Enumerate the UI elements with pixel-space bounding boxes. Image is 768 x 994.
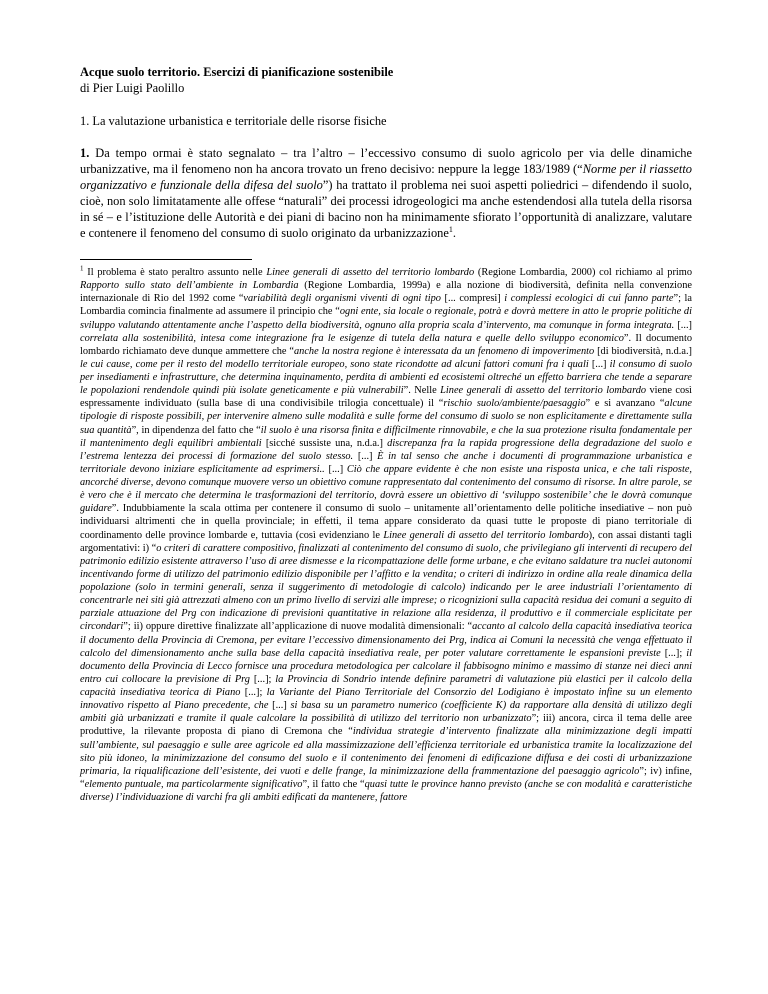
footnote-text: [... compresi]: [440, 293, 505, 305]
footnote-quote: individua strategie d’intervento finalizzate alla minimizzazione degli impatti sull’ambiente, sul paesaggio e sulle aree agricole ed alla massimizzazione dell’efficienza territoriale ed urbanistica tramite la localizzazione del sito più idoneo, la minimizzazione del consumo del suolo e il contenimento dei fenomeni di edificazione diffusa e dei costi di urbanizzazione primaria, la riqualificazione dell’esistente, dei vuoti e delle frange, la minimizzazione della frammentazione del paesaggio agricolo: [80, 726, 692, 777]
document-author: di Pier Luigi Paolillo: [80, 81, 185, 95]
footnote-mark: 1: [80, 264, 84, 273]
footnote-text: viene così espressamente individuato (sulla base di una condivisibile trilogia concettuale) il “: [80, 385, 693, 410]
footnote-text: ”; ii) oppure direttive finalizzate all’applicazione di nuove modalità dimensionali: “: [123, 621, 473, 633]
footnote-quote: anche la nostra regione è interessata da un fenomeno di impoverimento: [293, 345, 595, 357]
document-title: Acque suolo territorio. Esercizi di pianificazione sostenibile: [80, 65, 394, 79]
paragraph-law-title: Norme per il riassetto organizzativo e funzionale della difesa del suolo: [80, 162, 693, 192]
footnote-quote: il consumo di suolo per insediamenti e infrastrutture, che determina inquinamento, perdita di ambienti ed ecosistemi oltreché un effetto barriera che tende a separare le popolazioni rendendole quindi più isolate geneticamente e più vulnerabili: [80, 358, 692, 397]
footnote: [80, 266, 692, 804]
footnote-quote: le cui cause, come per il resto del modello territoriale europeo, sono state ricondotte ad alcuni fattori comuni fra i quali: [80, 358, 589, 370]
footnote-text: Il problema è stato peraltro assunto nelle: [83, 267, 267, 278]
footnote-text: [...]: [674, 319, 692, 331]
footnote-quote: rischio suolo/ambiente/paesaggio: [443, 398, 586, 410]
footnote-quote: la Variante del Piano Territoriale del Consorzio del Lodigiano è impostato infine su un elemento innovativo rispetto al Piano precedente, che: [80, 687, 693, 712]
footnote-text: [...]: [353, 450, 378, 462]
footnote-quote: correlata alla sostenibilità, intesa come integrazione fra le esigenze di tutela della natura e quelle dello sviluppo economico: [80, 332, 624, 344]
footnote-quote: ogni ente, sia locale o regionale, potrà e dovrà mettere in atto le proprie politiche di sviluppo valutando attentamente anche l’aspetto della biodiversità, ognuno alla propria scala d’intervento, ma comunque in forma integrata.: [80, 306, 692, 331]
section-heading: 1. La valutazione urbanistica e territoriale delle risorse fisiche: [80, 114, 387, 128]
footnote-quote: Linee generali di assetto del territorio lombardo: [266, 267, 475, 278]
footnote-quote: i complessi ecologici di cui fanno parte: [504, 293, 674, 305]
footnote-text: ”; iv) infine, “: [80, 765, 692, 790]
footnote-text: ”, il fatto che “: [302, 778, 365, 790]
footnote-quote: quasi tutte le province hanno previsto (anche se con modalità e caratteristiche diverse) l’individuazione di varchi fra gli ambiti edificati da mantenere, fattore: [80, 778, 693, 803]
paragraph-text: ”) ha trattato il problema nei suoi aspetti poliedrici – difendendo il suolo, cioè, non solo limitatamente alle offese “naturali” dei processi idrogeologici ma anche estendendosi alla tutela della risorsa in sé – e l’istituzione delle Autorità e dei piani di bacino non ha minimamente sfiorato l’opportunità di analizzare, valutare e contenere il fenomeno del consumo di suolo originato da urbanizzazione: [80, 178, 692, 240]
footnote-quote: variabilità degli organismi viventi di ogni tipo: [243, 293, 441, 305]
paragraph-number: 1.: [80, 146, 90, 160]
footnote-quote: Linee generali di assetto del territorio lombardo: [440, 385, 647, 397]
footnote-quote: accanto al calcolo della capacità insediativa teorica il documento della Provincia di Cremona, per evitare l’eccessivo dimensionamento dei Prg, indica ai Comuni la necessità che venga effettuato il calcolo del dimensionamento anche sulla base della capacità insediativa reale, per poter valutare correttamente le espansioni previste: [80, 621, 692, 659]
footnote-divider: [80, 259, 252, 260]
footnote-text: [...];: [249, 673, 276, 685]
footnote-quote: È in tal senso che anche i documenti di programmazione urbanistica e territoriale devono iniziare esplicitamente ad esprimersi..: [80, 450, 692, 475]
footnote-quote: Linee generali di assetto del territorio lombardo: [383, 529, 589, 541]
footnote-text: ”; iii) ancora, circa il tema delle aree produttive, la rilevante proposta di piano di Cremona che “: [80, 713, 692, 738]
footnote-quote: Rapporto sullo stato dell’ambiente in Lombardia: [80, 280, 299, 292]
footnote-text: ”. Il documento lombardo richiamato deve dunque ammettere che “: [80, 332, 692, 357]
footnote-text: [...]: [588, 358, 610, 370]
footnote-quote: la Provincia di Sondrio intende definire parametri di valutazione più elastici per il calcolo della capacità insediativa teorica di Piano: [80, 673, 692, 698]
footnote-quote: il suolo è una risorsa finita e difficilmente rinnovabile, e che la sua protezione risulta fondamentale per il mantenimento degli equilibri ambientali: [80, 424, 693, 449]
footnote-reference[interactable]: 1: [448, 224, 453, 234]
footnote-quote: elemento puntuale, ma particolarmente significativo: [84, 778, 303, 790]
footnote-quote: il documento della Provincia di Lecco fornisce una procedura metodologica per calcolare il fabbisogno minimo e massimo di stanze nei dieci anni entro cui collocare la previsione di Prg: [80, 647, 692, 685]
paragraph-text: Da tempo ormai è stato segnalato – tra l’altro – l’eccessivo consumo di suolo agricolo per via delle dinamiche urbanizzative, ma il fenomeno non ha ancora trovato un freno decisivo: neppure la legge 183/1989 (“: [80, 146, 692, 176]
footnote-text: ”. Indubbiamente la scala ottima per contenere il consumo di suolo – unitamente all’orientamento delle politiche insediative – non può individuarsi altrimenti che in quella provinciale; in effetti, il tema appare considerato da quasi tutte le proposte di piano territoriale di coordinamento delle province lombarde e, tuttavia (così evidenziano le: [80, 503, 692, 541]
footnote-text: [di biodiversità, n.d.a.]: [594, 345, 692, 357]
footnote-quote: o criteri di carattere compositivo, finalizzati al contenimento del consumo di suolo, che privilegiano gli interventi di recupero del patrimonio edilizio esistente attraverso l’uso di aree dismesse e la ricompattazione delle forme urbane, e che evitano saldature tra nuclei autonomi incentivando forme di utilizzo del patrimonio edilizio disponibile per l’affitto e la vendita; o criteri di indirizzo in ordine alla reale dinamica della popolazione (solo in termini generali, senza il suggerimento di metodologie di calcolo) indicando per le aree industriali l’orientamento di concentrarle nei siti già attrezzati almeno con un primo livello di servizi alle imprese; o ricognizioni sulla capacità residua dei comuni a seguito di parziale attuazione del Prg con indicazione di previsioni quantitative in relazione alla residenza, il produttivo e il commerciale esplicitate per circondari: [80, 542, 692, 633]
document-page: [80, 64, 692, 804]
footnote-text: [...]: [324, 463, 347, 475]
footnote-text: [sicché sussiste una, n.d.a.]: [261, 437, 388, 449]
footnote-text: (Regione Lombardia, 1999a) e alla nozione di biodiversità, definita nella convenzione internazionale di Rio del 1992 come “: [80, 280, 692, 305]
footnote-text: (Regione Lombardia, 2000) col richiamo al primo: [474, 267, 693, 278]
footnote-text: ), con assai distanti tagli argomentativi: i) “: [80, 529, 692, 554]
footnote-quote: discrepanza fra la rapida progressione della degradazione del suolo e l’estrema lentezza dei processi di formazione del suolo stesso.: [80, 437, 692, 462]
footnote-text: [...]: [268, 700, 291, 712]
paragraph-text: .: [452, 226, 456, 240]
footnote-text: ”, in dipendenza del fatto che “: [131, 424, 261, 436]
footnote-text: ”. Nelle: [403, 385, 441, 397]
footnote-text: [...];: [660, 647, 687, 659]
body-paragraph: [80, 145, 692, 241]
footnote-text: [...];: [240, 687, 267, 698]
footnote-text: ”; la Lombardia comincia finalmente ad assumere il principio che “: [80, 293, 693, 318]
footnote-quote: Ciò che appare evidente è che non esiste una risposta unica, e che tali risposte, ancorché diverse, devono comunque muovere verso un obiettivo comune rappresentato dal contenimento del consumo di risorse. In altre parole, se è vero che è il mercato che determina le trasformazioni del territorio, dovrà essere un obiettivo di ‘sviluppo sostenibile’ che le dovrà comunque guidare: [80, 463, 693, 515]
footnote-quote: alcune tipologie di risposte possibili, per intervenire almeno sulle modalità e sulle forme del consumo di suolo se non esplicitamente e direttamente sulla sua quantità: [80, 398, 692, 436]
footnote-quote: si basa su un parametro numerico (coefficiente K) da rapportare alla densità di utilizzo degli ambiti già urbanizzati e tramite il quale calcolare la possibilità di utilizzo del territorio non urbanizzato: [80, 700, 692, 725]
title-block: [80, 64, 692, 96]
footnote-text: ” e si avanzano “: [585, 398, 665, 410]
